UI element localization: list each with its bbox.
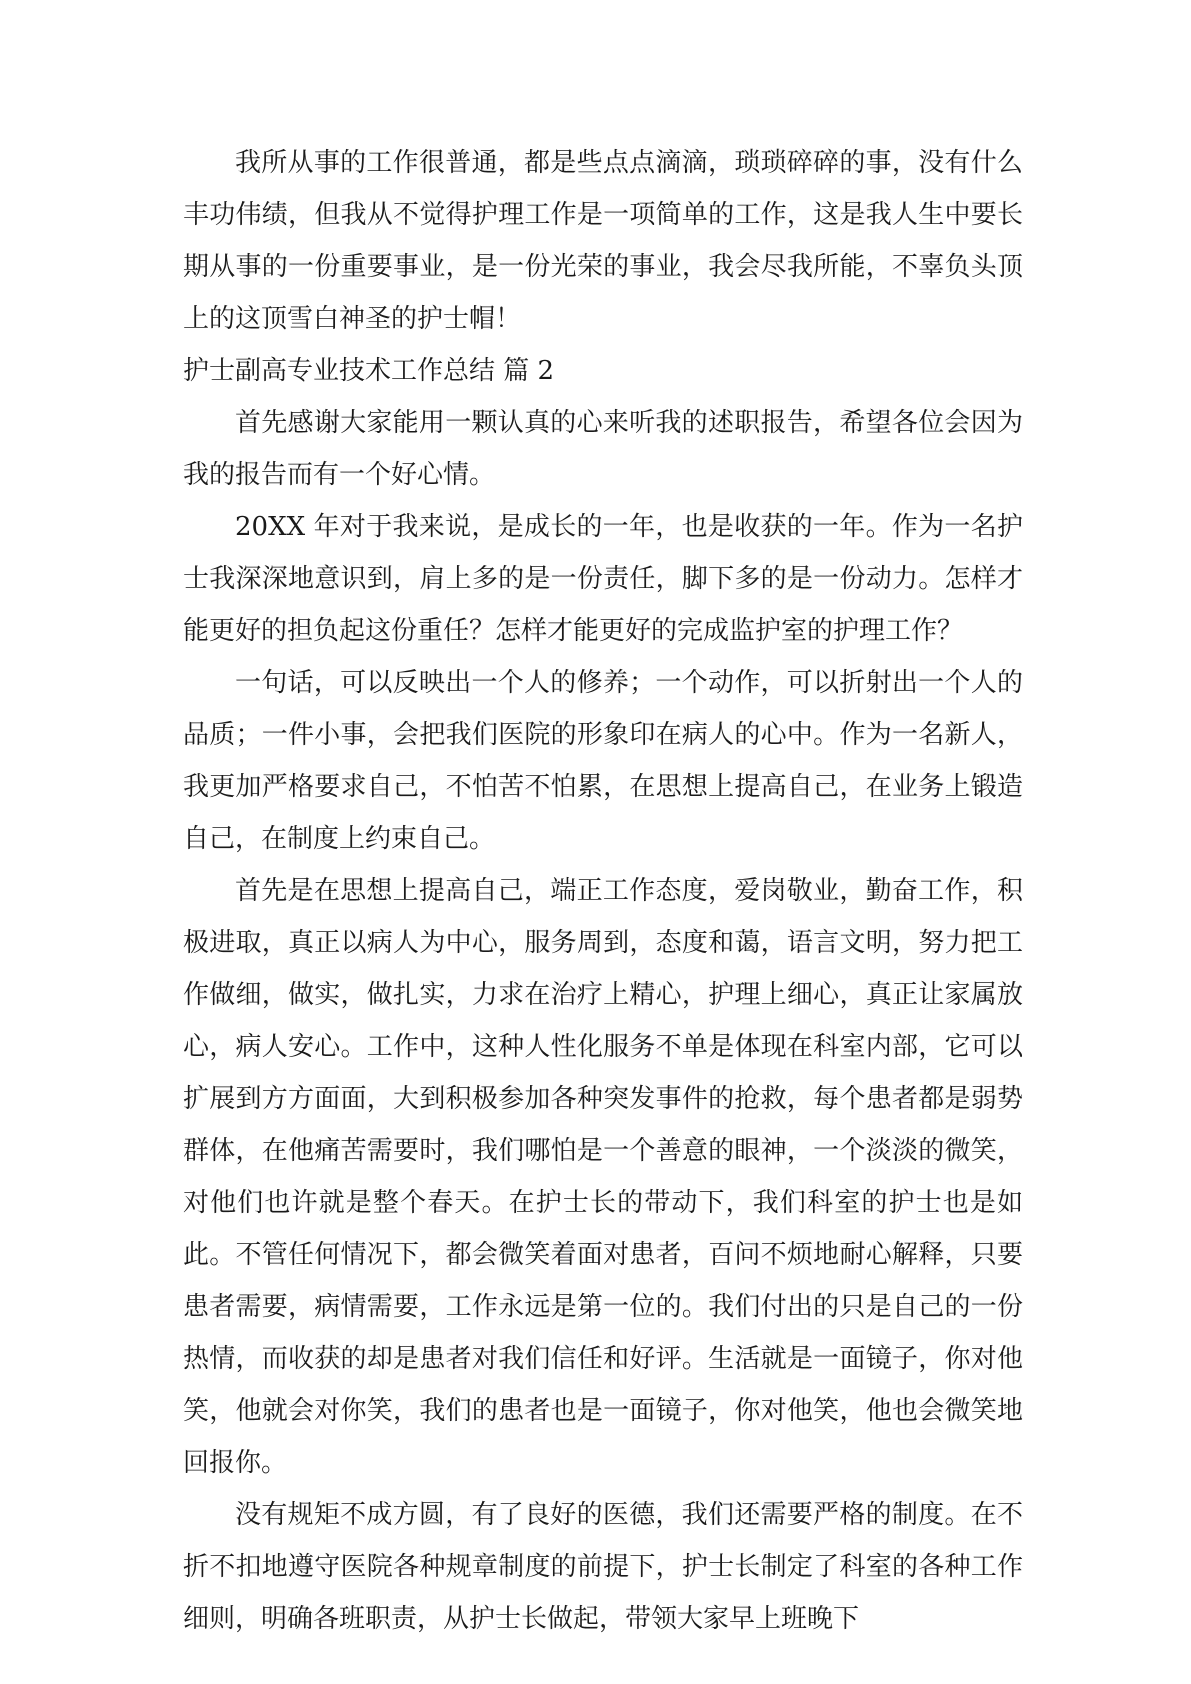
paragraph: 首先是在思想上提高自己，端正工作态度，爱岗敬业，勤奋工作，积极进取，真正以病人为中心，服务周到，态度和蔼，语言文明，努力把工作做细，做实，做扎实，力求在治疗上精心，护理上细心，真正让家属放心，病人安心。工作中，这种人性化服务不单是体现在科室内部，它可以扩展到方方面面，大到积极参加各种突发事件的抢救，每个患者都是弱势群体，在他痛苦需要时，我们哪怕是一个善意的眼神，一个淡淡的微笑，对他们也许就是整个春天。在护士长的带动下，我们科室的护士也是如此。不管任何情况下，都会微笑着面对患者，百问不烦地耐心解释，只要患者需要，病情需要，工作永远是第一位的。我们付出的只是自己的一份热情，而收获的却是患者对我们信任和好评。生活就是一面镜子，你对他笑，他就会对你笑，我们的患者也是一面镜子，你对他笑，他也会微笑地回报你。 bbox=[183, 876, 1023, 1478]
paragraph: 首先感谢大家能用一颗认真的心来听我的述职报告，希望各位会因为我的报告而有一个好心情。 bbox=[183, 408, 1023, 490]
document-body bbox=[183, 137, 1023, 1645]
paragraph: 没有规矩不成方圆，有了良好的医德，我们还需要严格的制度。在不折不扣地遵守医院各种规章制度的前提下，护士长制定了科室的各种工作细则，明确各班职责，从护士长做起，带领大家早上班晚下 bbox=[183, 1500, 1023, 1634]
paragraph: 20XX 年对于我来说，是成长的一年，也是收获的一年。作为一名护士我深深地意识到，肩上多的是一份责任，脚下多的是一份动力。怎样才能更好的担负起这份重任？怎样才能更好的完成监护室的护理工作？ bbox=[183, 512, 1023, 646]
section-heading: 护士副高专业技术工作总结 篇 2 bbox=[183, 356, 555, 386]
paragraph: 一句话，可以反映出一个人的修养；一个动作，可以折射出一个人的品质；一件小事，会把我们医院的形象印在病人的心中。作为一名新人，我更加严格要求自己，不怕苦不怕累，在思想上提高自己，在业务上锻造自己，在制度上约束自己。 bbox=[183, 668, 1023, 854]
paragraph: 我所从事的工作很普通，都是些点点滴滴，琐琐碎碎的事，没有什么丰功伟绩，但我从不觉得护理工作是一项简单的工作，这是我人生中要长期从事的一份重要事业，是一份光荣的事业，我会尽我所能，不辜负头顶上的这顶雪白神圣的护士帽！ bbox=[183, 148, 1023, 334]
